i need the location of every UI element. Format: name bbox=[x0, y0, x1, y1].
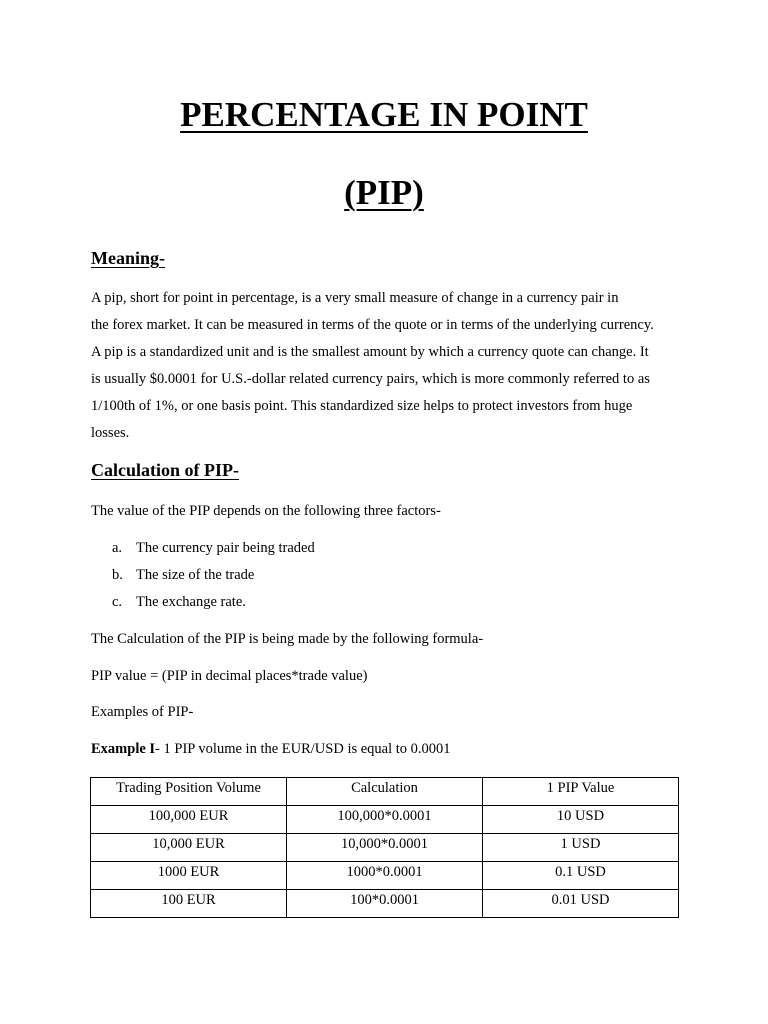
example-1-text: - 1 PIP volume in the EUR/USD is equal to 0.0001 bbox=[155, 741, 451, 757]
list-item-text: The exchange rate. bbox=[136, 594, 246, 610]
title-line-1: PERCENTAGE IN POINT bbox=[180, 95, 588, 134]
column-header: 1 PIP Value bbox=[483, 778, 679, 806]
table-cell: 10,000 EUR bbox=[91, 834, 287, 862]
list-item-text: The size of the trade bbox=[136, 567, 255, 583]
table-cell: 100,000*0.0001 bbox=[287, 806, 483, 834]
list-marker: b. bbox=[112, 567, 123, 583]
meaning-line: is usually $0.0001 for U.S.-dollar related currency pairs, which is more commonly referred to as bbox=[91, 371, 650, 387]
formula: PIP value = (PIP in decimal places*trade value) bbox=[91, 668, 368, 684]
list-item bbox=[112, 539, 315, 566]
example-1 bbox=[91, 740, 451, 758]
list-item bbox=[112, 566, 315, 593]
table-header-row bbox=[91, 778, 679, 806]
pip-value-table bbox=[90, 777, 679, 918]
table-row bbox=[91, 862, 679, 890]
table-cell: 1000 EUR bbox=[91, 862, 287, 890]
table-cell: 100*0.0001 bbox=[287, 890, 483, 918]
table-cell: 10 USD bbox=[483, 806, 679, 834]
table-cell: 10,000*0.0001 bbox=[287, 834, 483, 862]
calculation-heading: Calculation of PIP- bbox=[91, 460, 239, 480]
list-marker: a. bbox=[112, 540, 123, 556]
example-1-label: Example I bbox=[91, 741, 156, 757]
meaning-paragraph bbox=[91, 287, 691, 449]
formula-intro: The Calculation of the PIP is being made by the following formula- bbox=[91, 631, 484, 647]
factor-list bbox=[112, 539, 315, 620]
meaning-line: A pip, short for point in percentage, is a very small measure of change in a currency pair in bbox=[91, 290, 619, 306]
table-cell: 100 EUR bbox=[91, 890, 287, 918]
examples-label: Examples of PIP- bbox=[91, 704, 194, 720]
factors-intro: The value of the PIP depends on the following three factors- bbox=[91, 503, 441, 519]
meaning-line: 1/100th of 1%, or one basis point. This standardized size helps to protect investors from huge bbox=[91, 398, 633, 414]
list-item-text: The currency pair being traded bbox=[136, 540, 315, 556]
page-title bbox=[0, 95, 768, 135]
table-cell: 100,000 EUR bbox=[91, 806, 287, 834]
table-row bbox=[91, 890, 679, 918]
meaning-line: losses. bbox=[91, 425, 130, 441]
title-line-2: (PIP) bbox=[344, 173, 424, 212]
table-cell: 0.1 USD bbox=[483, 862, 679, 890]
meaning-line: the forex market. It can be measured in terms of the quote or in terms of the underlying currency. bbox=[91, 317, 654, 333]
table-cell: 1 USD bbox=[483, 834, 679, 862]
list-marker: c. bbox=[112, 594, 123, 610]
table-cell: 0.01 USD bbox=[483, 890, 679, 918]
meaning-line: A pip is a standardized unit and is the smallest amount by which a currency quote can change. It bbox=[91, 344, 649, 360]
list-item bbox=[112, 593, 315, 620]
table-cell: 1000*0.0001 bbox=[287, 862, 483, 890]
column-header: Calculation bbox=[287, 778, 483, 806]
table-row bbox=[91, 806, 679, 834]
table-row bbox=[91, 834, 679, 862]
page-title-abbreviation bbox=[0, 173, 768, 213]
meaning-heading: Meaning- bbox=[91, 248, 165, 268]
column-header: Trading Position Volume bbox=[91, 778, 287, 806]
